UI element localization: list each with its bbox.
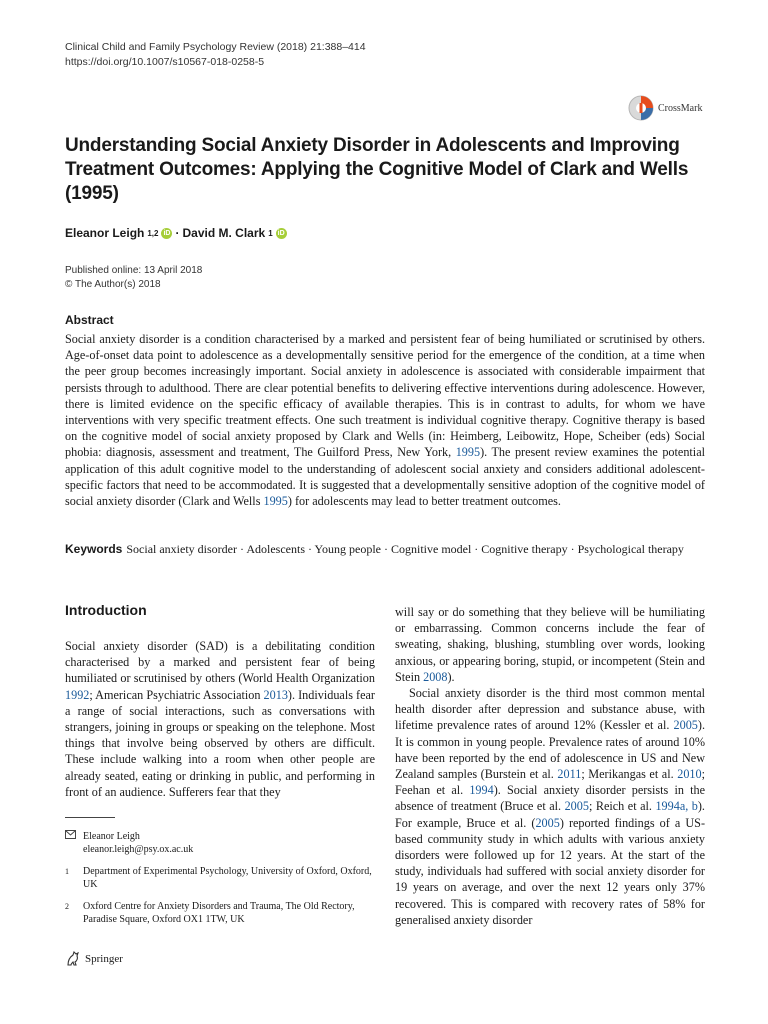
publication-info xyxy=(65,264,202,292)
publisher-name: Springer xyxy=(85,953,123,965)
crossmark-icon xyxy=(628,95,654,121)
citation-link[interactable]: 2013 xyxy=(263,687,288,702)
footnote-divider xyxy=(65,817,115,818)
contact-footnote xyxy=(65,830,375,856)
author-list xyxy=(65,226,287,240)
abstract-text xyxy=(65,331,705,509)
doi-link[interactable]: https://doi.org/10.1007/s10567-018-0258-5 xyxy=(65,56,265,68)
citation-link[interactable]: 1995 xyxy=(455,445,481,460)
abstract-text-part: ) for adolescents may lead to better treatment outcomes. xyxy=(287,494,561,509)
body-text: ). Individuals fear a range of social interactions, such as conversations with strangers, joining in groups or speaking on the telephone. Most things that involve being observed by others are difficult. These include walking into a room when other people are already seated, eating or drinking in public, and performing in front of an audience. Sufferers fear that they xyxy=(65,687,375,799)
citation-link[interactable]: 2005 xyxy=(673,718,698,733)
citation-link[interactable]: 2011 xyxy=(557,767,582,782)
body-text: ; Reich et al. xyxy=(588,799,656,814)
crossmark-label: CrossMark xyxy=(658,102,703,114)
author-separator: · xyxy=(175,226,180,240)
published-date: Published online: 13 April 2018 xyxy=(65,265,203,276)
affiliation-text: Department of Experimental Psychology, University of Oxford, Oxford, UK xyxy=(83,866,372,890)
body-paragraph xyxy=(395,604,705,685)
author-name[interactable]: David M. Clark xyxy=(182,226,266,240)
body-column-right xyxy=(395,604,705,928)
body-paragraph xyxy=(395,685,705,928)
body-text: will say or do something that they believe will be humiliating or embarrassing. Common concerns include the fear of sweating, shaking, blushing, stumbling over words, looking anxious, or appearing boring, stupid, or incompetent (Stein and Stein xyxy=(395,605,705,684)
citation-link[interactable]: 2010 xyxy=(677,767,702,782)
body-text: ). xyxy=(447,669,455,684)
citation-link[interactable]: 1995 xyxy=(263,494,288,509)
body-text: ). For example, Bruce et al. ( xyxy=(395,799,705,830)
body-text: Social anxiety disorder (SAD) is a debilitating condition characterised by a marked and persistent fear of being humiliated or scrutinised by others (World Health Organization xyxy=(65,639,375,686)
author-affiliation: 1 xyxy=(268,228,273,238)
affiliation-text: Oxford Centre for Anxiety Disorders and Trauma, The Old Rectory, Paradise Square, Oxford OX1 1TW, UK xyxy=(83,901,355,925)
footnote-marker: 2 xyxy=(65,902,69,911)
contact-email[interactable]: eleanor.leigh@psy.ox.ac.uk xyxy=(83,844,194,855)
publisher-logo xyxy=(65,951,123,967)
contact-name: Eleanor Leigh xyxy=(83,831,140,842)
crossmark-badge[interactable] xyxy=(628,95,702,121)
keywords-heading: Keywords xyxy=(65,542,123,556)
abstract-text-part: Social anxiety disorder is a condition characterised by a marked and persistent fear of being humiliated or scrutinised by others. Age-of-onset data point to adolescence as a developmentally sensitive period for the emergence of the condition, at a time when the peer group becomes increasingly important. Social anxiety in adolescence is associated with considerable impairment that persists through to adulthood. There are clear potential benefits to delivering effective interventions during adolescence. However, there is limited evidence on the specific efficacy of available therapies. This is in contrast to adults, for whom we have interventions with very specific treatment effects. One such treatment is individual cognitive therapy. Cognitive therapy is based on the cognitive model of social anxiety proposed by Clark and Wells (in: Heimberg, Leibowitz, Hope, Scheiber (eds) Social phobia: diagnosis, assessment and treatment, The Guilford Press, New York, xyxy=(65,332,705,460)
springer-horse-icon xyxy=(65,951,81,967)
footnotes xyxy=(65,830,375,935)
abstract-text-part: ). The present review examines the potential application of this adult cognitive model to the understanding of adolescent social anxiety and considers additional adolescent-specific factors that need to be accommodated. It is suggested that a developmentally sensitive adoption of the cognitive model of social anxiety disorder (Clark and Wells xyxy=(65,445,705,509)
orcid-icon[interactable]: iD xyxy=(277,229,285,237)
journal-citation: Clinical Child and Family Psychology Review (2018) 21:388–414 xyxy=(65,41,366,53)
journal-header xyxy=(65,40,366,70)
footnote-marker: 1 xyxy=(65,867,69,876)
citation-link[interactable]: 2008 xyxy=(423,669,448,684)
affiliation-footnote xyxy=(65,865,375,891)
author-affiliation: 1,2 xyxy=(147,228,159,238)
body-text: ). It is common in young people. Prevalence rates of around 10% have been reported by the end of adolescence in US and New Zealand samples (Burstein et al. xyxy=(395,718,705,782)
citation-link[interactable]: 2005 xyxy=(564,799,589,814)
citation-link[interactable]: 2005 xyxy=(535,815,560,830)
body-column-left xyxy=(65,638,375,800)
body-text: ) reported findings of a US-based community study in which adults with various anxiety disorders were followed up for 12 years. At the start of the study, individuals had suffered with social anxiety disorder for 19 years on average, and over the next 12 years only 37% recovered. This is compared with recovery rates of 58% for generalised anxiety disorder xyxy=(395,815,705,927)
affiliation-footnote xyxy=(65,900,375,926)
envelope-icon xyxy=(65,830,83,856)
orcid-icon[interactable]: iD xyxy=(163,229,171,237)
body-text: ; American Psychiatric Association xyxy=(89,687,264,702)
body-text: Social anxiety disorder is the third most common mental health disorder after depression and substance abuse, with lifetime prevalence rates of around 12% (Kessler et al. xyxy=(395,686,705,733)
author-name[interactable]: Eleanor Leigh xyxy=(65,226,145,240)
body-paragraph xyxy=(65,638,375,800)
body-text: ). Social anxiety disorder persists in the absence of treatment (Bruce et al. xyxy=(395,783,705,814)
abstract-heading: Abstract xyxy=(65,313,114,327)
citation-link[interactable]: 1992 xyxy=(65,687,90,702)
body-text: ; Merikangas et al. xyxy=(581,767,678,782)
body-text: ; Feehan et al. xyxy=(395,767,705,798)
keywords xyxy=(65,541,705,557)
copyright: © The Author(s) 2018 xyxy=(65,279,161,290)
introduction-heading: Introduction xyxy=(65,602,147,618)
citation-link[interactable]: 1994 xyxy=(469,783,494,798)
keywords-list: Social anxiety disorder · Adolescents · Young people · Cognitive model · Cognitive therapy · Psychological therapy xyxy=(126,542,684,556)
article-title: Understanding Social Anxiety Disorder in Adolescents and Improving Treatment Outcomes: Applying the Cognitive Model of Clark and Wells (1995) xyxy=(65,135,689,204)
citation-link[interactable]: 1994a, b xyxy=(655,799,698,814)
